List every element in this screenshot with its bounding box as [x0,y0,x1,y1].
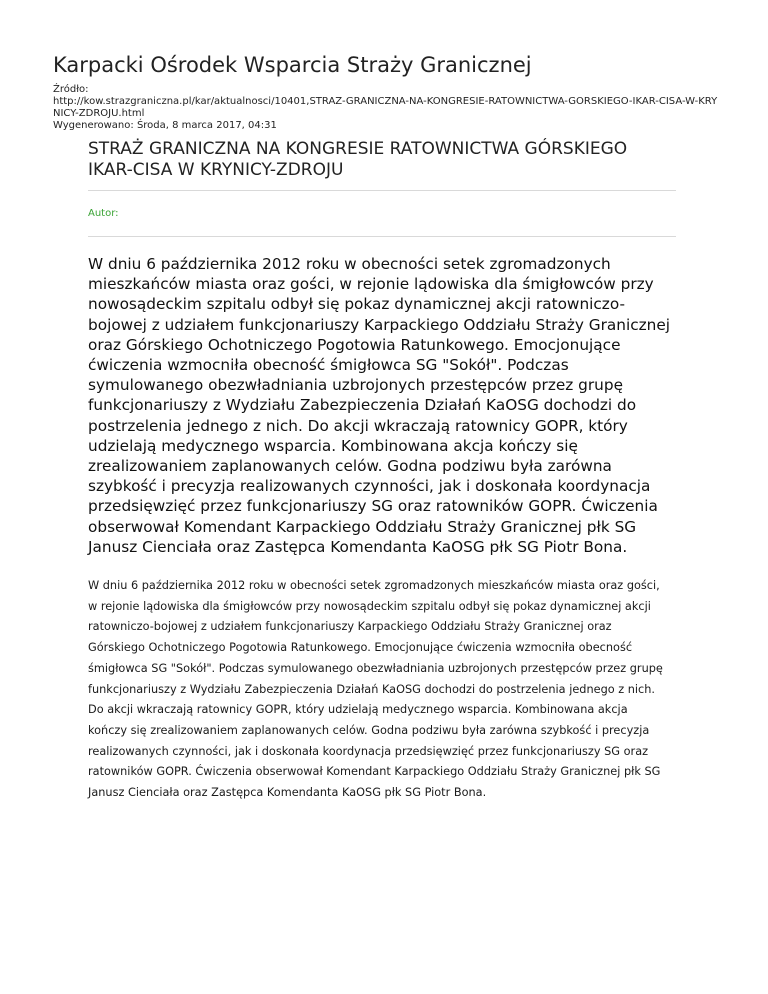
article-body: W dniu 6 października 2012 roku w obecności setek zgromadzonych mieszkańców miasta oraz gości, w rejonie lądowiska dla śmigłowców przy nowosądeckim szpitalu odbył się pokaz dynamicznej akcji ratowniczo-bojowej z udziałem funkcjonariuszy Karpackiego Oddziału Straży Granicznej oraz Górskiego Ochotniczego Pogotowia Ratunkowego. Emocjonujące ćwiczenia wzmocniła obecność śmigłowca SG "Sokół". Podczas symulowanego obezwładniania uzbrojonych przestępców przez grupę funkcjonariuszy z Wydziału Zabezpieczenia Działań KaOSG dochodzi do postrzelenia jednego z nich. Do akcji wkraczają ratownicy GOPR, który udzielają medycznego wsparcia. Kombinowana akcja kończy się zrealizowaniem zaplanowanych celów. Godna podziwu była zarówna szybkość i precyzja realizowanych czynności, jak i doskonała koordynacja przedsięwzięć przez funkcjonariuszy SG oraz ratowników GOPR. Ćwiczenia obserwował Komendant Karpackiego Oddziału Straży Granicznej płk SG Janusz Cienciała oraz Zastępca Komendanta KaOSG płk SG Piotr Bona. [88,579,663,800]
source-label: Źródło: [53,84,89,95]
author-label: Autor: [88,208,676,237]
document-meta [53,84,723,132]
site-title: Karpacki Ośrodek Wsparcia Straży Granicznej [53,53,532,77]
article [88,139,676,804]
source-url: http://kow.strazgraniczna.pl/kar/aktualnosci/10401,STRAZ-GRANICZNA-NA-KONGRESIE-RATOWNICTWA-GORSKIEGO-IKAR-CISA-W-KRYNICY-ZDROJU.html [53,96,718,119]
generated-date: Wygenerowano: Środa, 8 marca 2017, 04:31 [53,120,277,131]
article-lead: W dniu 6 października 2012 roku w obecności setek zgromadzonych mieszkańców miasta oraz gości, w rejonie lądowiska dla śmigłowców przy nowosądeckim szpitalu odbył się pokaz dynamicznej akcji ratowniczo-bojowej z udziałem funkcjonariuszy Karpackiego Oddziału Straży Granicznej oraz Górskiego Ochotniczego Pogotowia Ratunkowego. Emocjonujące ćwiczenia wzmocniła obecność śmigłowca SG "Sokół". Podczas symulowanego obezwładniania uzbrojonych przestępców przez grupę funkcjonariuszy z Wydziału Zabezpieczenia Działań KaOSG dochodzi do postrzelenia jednego z nich. Do akcji wkraczają ratownicy GOPR, który udzielają medycznego wsparcia. Kombinowana akcja kończy się zrealizowaniem zaplanowanych celów. Godna podziwu była zarówna szybkość i precyzja realizowanych czynności, jak i doskonała koordynacja przedsięwzięć przez funkcjonariuszy SG oraz ratowników GOPR. Ćwiczenia obserwował Komendant Karpackiego Oddziału Straży Granicznej płk SG Janusz Cienciała oraz Zastępca Komendanta KaOSG płk SG Piotr Bona. [88,255,671,556]
article-title: STRAŻ GRANICZNA NA KONGRESIE RATOWNICTWA GÓRSKIEGO IKAR-CISA W KRYNICY-ZDROJU [88,139,676,191]
